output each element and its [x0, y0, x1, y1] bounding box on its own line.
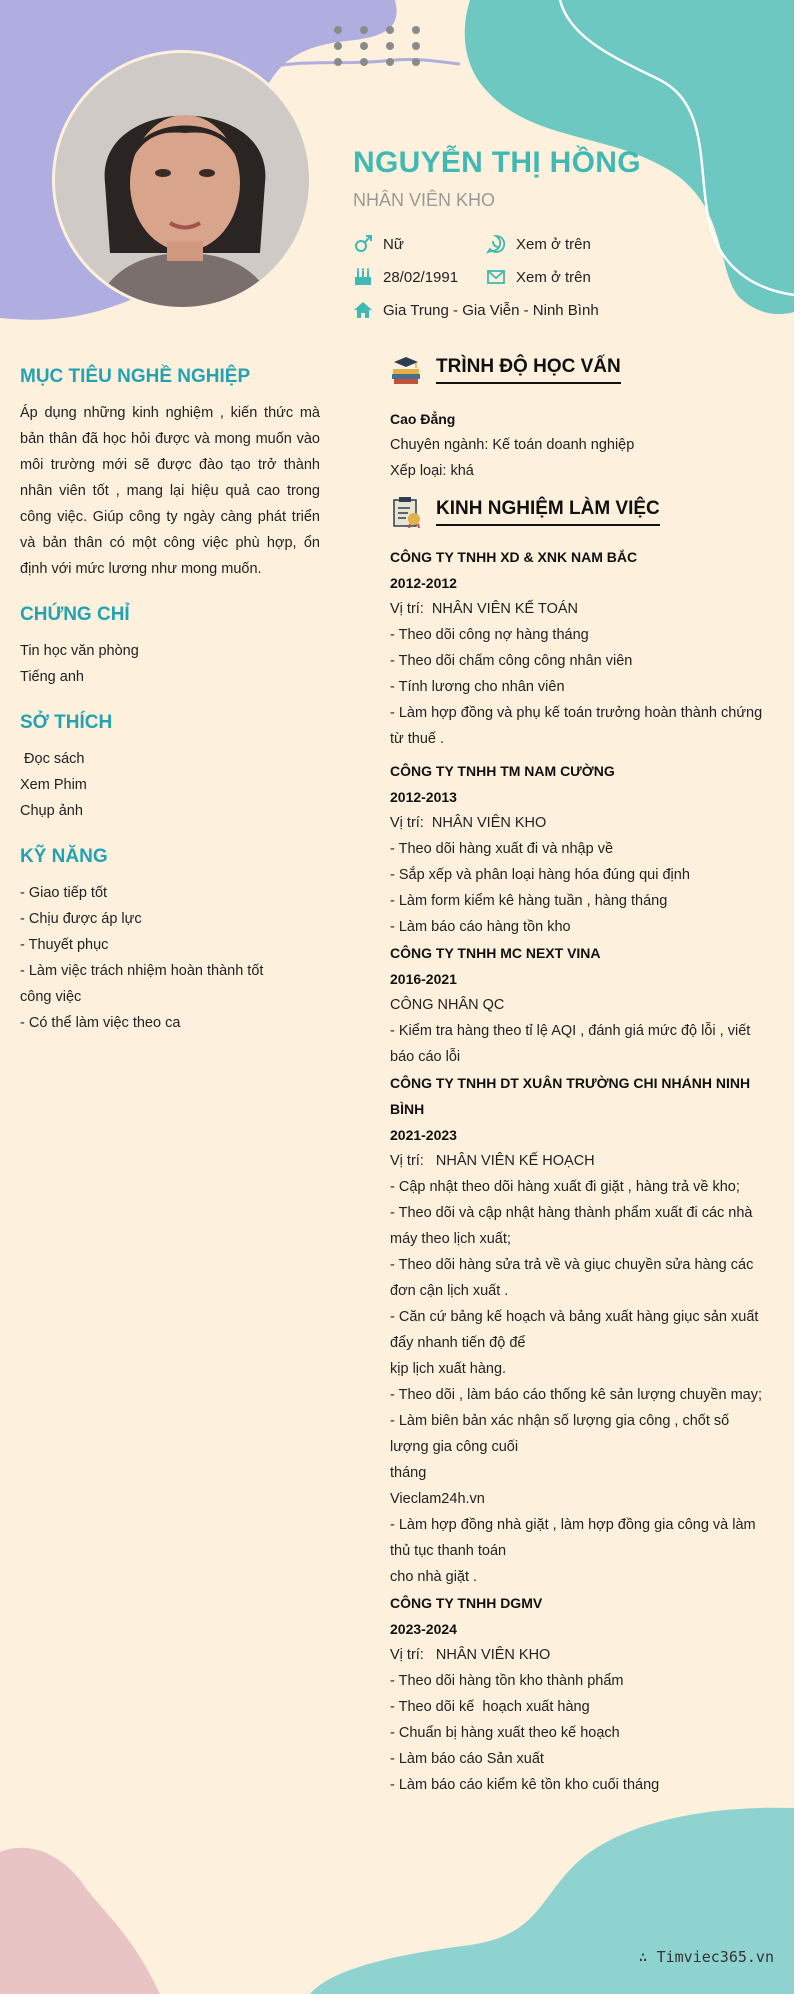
job-entry — [390, 1070, 770, 1590]
job-line: - Làm báo cáo Sản xuất — [390, 1751, 544, 1767]
certificates-title: CHỨNG CHỈ — [20, 604, 130, 625]
pink-blob-shape — [0, 1848, 160, 1994]
job-line: Vieclam24h.vn — [390, 1491, 485, 1507]
job-line: - Theo dõi hàng xuất đi và nhập về — [390, 841, 614, 857]
job-line: - Làm báo cáo hàng tồn kho — [390, 919, 571, 935]
education-school: Cao Đẳng — [390, 411, 456, 427]
hobbies-section — [20, 712, 320, 824]
job-line: - Làm hợp đồng và phụ kế toán trưởng hoàn thành chứng — [390, 705, 763, 721]
job-line: - Làm hợp đồng nhà giặt , làm hợp đồng gia công và làm — [390, 1517, 756, 1533]
email-value: Xem ở trên — [516, 268, 591, 286]
job-line: - Làm biên bản xác nhận số lượng gia công , chốt số — [390, 1413, 730, 1429]
job-company: CÔNG TY TNHH XD & XNK NAM BẮC — [390, 549, 638, 565]
experience-title: KINH NGHIỆM LÀM VIỆC — [436, 498, 660, 526]
candidate-name: NGUYỄN THỊ HỒNG — [353, 146, 641, 179]
address-value: Gia Trung - Gia Viễn - Ninh Bình — [383, 301, 599, 319]
birthday-cake-icon — [353, 267, 373, 287]
job-company: CÔNG TY TNHH MC NEXT VINA — [390, 945, 601, 961]
whatsapp-icon — [486, 234, 506, 254]
job-line: - Làm báo cáo kiểm kê tồn kho cuối tháng — [390, 1777, 660, 1793]
education-entry — [390, 406, 770, 484]
job-line: từ thuế . — [390, 731, 445, 747]
birthday-item — [353, 267, 458, 287]
job-line: - Theo dõi và cập nhật hàng thành phẩm xuất đi các nhà — [390, 1205, 753, 1221]
job-line: - Theo dõi chấm công công nhân viên — [390, 653, 633, 669]
job-company: CÔNG TY TNHH TM NAM CƯỜNG — [390, 763, 615, 779]
education-line: Chuyên ngành: Kế toán doanh nghiệp — [390, 437, 635, 453]
job-line: tháng — [390, 1465, 427, 1481]
skill-item: công việc — [20, 989, 82, 1005]
job-line: lượng gia công cuối — [390, 1439, 519, 1455]
job-period: 2012-2013 — [390, 789, 457, 805]
job-line: cho nhà giặt . — [390, 1569, 478, 1585]
birthday-value: 28/02/1991 — [383, 268, 459, 286]
job-line: đơn cận lịch xuất . — [390, 1283, 509, 1299]
hobby-item: Chụp ảnh — [20, 803, 83, 819]
job-entry — [390, 940, 770, 1070]
job-line: - Sắp xếp và phân loại hàng hóa đúng qui định — [390, 867, 690, 883]
envelope-icon — [486, 267, 506, 287]
objective-title: MỤC TIÊU NGHỀ NGHIỆP — [20, 366, 251, 387]
job-line: - Theo dõi hàng tồn kho thành phẩm — [390, 1673, 624, 1689]
job-line: - Cập nhật theo dõi hàng xuất đi giặt , hàng trả về kho; — [390, 1179, 740, 1195]
avatar — [52, 50, 312, 310]
hobby-item: Đọc sách — [20, 751, 85, 767]
skill-item: - Có thể làm việc theo ca — [20, 1015, 181, 1031]
objective-text: Áp dụng những kinh nghiệm , kiến thức mà bản thân đã học hỏi được và mong muốn vào môi trường mới sẽ được đào tạo trở thành nhân viên tốt , mang lại hiệu quả cao trong công việc. Giúp công ty ngày càng phát triển và bản thân có một công việc phù hợp, ổn định với mức lương như mong muốn. — [20, 405, 320, 577]
right-column — [390, 348, 770, 1798]
experience-header — [390, 490, 770, 534]
job-entry — [390, 758, 770, 940]
job-company: CÔNG TY TNHH DGMV — [390, 1595, 543, 1611]
job-period: 2021-2023 — [390, 1127, 457, 1143]
job-line: kịp lịch xuất hàng. — [390, 1361, 507, 1377]
job-period: 2012-2012 — [390, 575, 457, 591]
job-line: - Tính lương cho nhân viên — [390, 679, 565, 695]
clipboard-badge-icon — [390, 496, 422, 528]
job-line: báo cáo lỗi — [390, 1049, 461, 1065]
job-line: Vị trí: NHÂN VIÊN KHO — [390, 815, 547, 831]
job-line: - Căn cứ bảng kế hoạch và bảng xuất hàng giục sản xuất — [390, 1309, 759, 1325]
job-line: - Chuẩn bị hàng xuất theo kế hoạch — [390, 1725, 620, 1741]
job-line: Vị trí: NHÂN VIÊN KHO — [390, 1647, 551, 1663]
gender-value: Nữ — [383, 235, 404, 253]
job-entry — [390, 544, 770, 752]
education-title: TRÌNH ĐỘ HỌC VẤN — [436, 356, 621, 384]
job-title: NHÂN VIÊN KHO — [353, 190, 496, 210]
phone-item — [486, 234, 591, 254]
job-entry — [390, 1590, 770, 1798]
certificate-item: Tiếng anh — [20, 669, 84, 685]
skill-item: - Làm việc trách nhiệm hoàn thành tốt — [20, 963, 264, 979]
job-line: thủ tục thanh toán — [390, 1543, 507, 1559]
job-company: CÔNG TY TNHH DT XUÂN TRƯỜNG CHI NHÁNH NINH — [390, 1075, 751, 1091]
home-icon — [353, 300, 373, 320]
gender-item — [353, 234, 404, 254]
job-line: - Theo dõi hàng sửa trả về và giục chuyền sửa hàng các — [390, 1257, 754, 1273]
certificate-item: Tin học văn phòng — [20, 643, 139, 659]
phone-value: Xem ở trên — [516, 235, 591, 253]
job-line: CÔNG NHÂN QC — [390, 997, 505, 1013]
skills-title: KỸ NĂNG — [20, 846, 108, 867]
job-line: - Theo dõi công nợ hàng tháng — [390, 627, 589, 643]
skill-item: - Thuyết phục — [20, 937, 109, 953]
address-item — [353, 300, 599, 320]
job-period: 2023-2024 — [390, 1621, 457, 1637]
gender-icon — [353, 234, 373, 254]
teal-bottom-blob-shape — [310, 1808, 794, 1994]
skill-item: - Chịu được áp lực — [20, 911, 142, 927]
job-line: đẩy nhanh tiến độ để — [390, 1335, 526, 1351]
job-line: Vị trí: NHÂN VIÊN KẾ HOẠCH — [390, 1153, 595, 1169]
certificates-section — [20, 604, 320, 690]
skills-section — [20, 846, 320, 1036]
hobbies-title: SỞ THÍCH — [20, 712, 113, 733]
hobby-item: Xem Phim — [20, 777, 87, 793]
job-line: máy theo lịch xuất; — [390, 1231, 511, 1247]
graduation-books-icon — [390, 354, 422, 386]
job-period: 2016-2021 — [390, 971, 457, 987]
job-line: - Làm form kiểm kê hàng tuần , hàng tháng — [390, 893, 668, 909]
objective-section — [20, 366, 320, 582]
education-line: Xếp loại: khá — [390, 463, 474, 479]
portrait-photo — [55, 53, 312, 310]
job-line: - Theo dõi kế hoạch xuất hàng — [390, 1699, 590, 1715]
job-line: - Kiểm tra hàng theo tỉ lệ AQI , đánh giá mức độ lỗi , viết — [390, 1023, 751, 1039]
email-item — [486, 267, 591, 287]
education-header — [390, 348, 770, 392]
watermark: ∴ Timviec365.vn — [638, 1948, 774, 1966]
job-company-cont: BÌNH — [390, 1101, 425, 1117]
job-line: - Theo dõi , làm báo cáo thống kê sản lượng chuyền may; — [390, 1387, 762, 1403]
left-column — [20, 366, 320, 1058]
job-line: Vị trí: NHÂN VIÊN KẾ TOÁN — [390, 601, 579, 617]
skill-item: - Giao tiếp tốt — [20, 885, 108, 901]
